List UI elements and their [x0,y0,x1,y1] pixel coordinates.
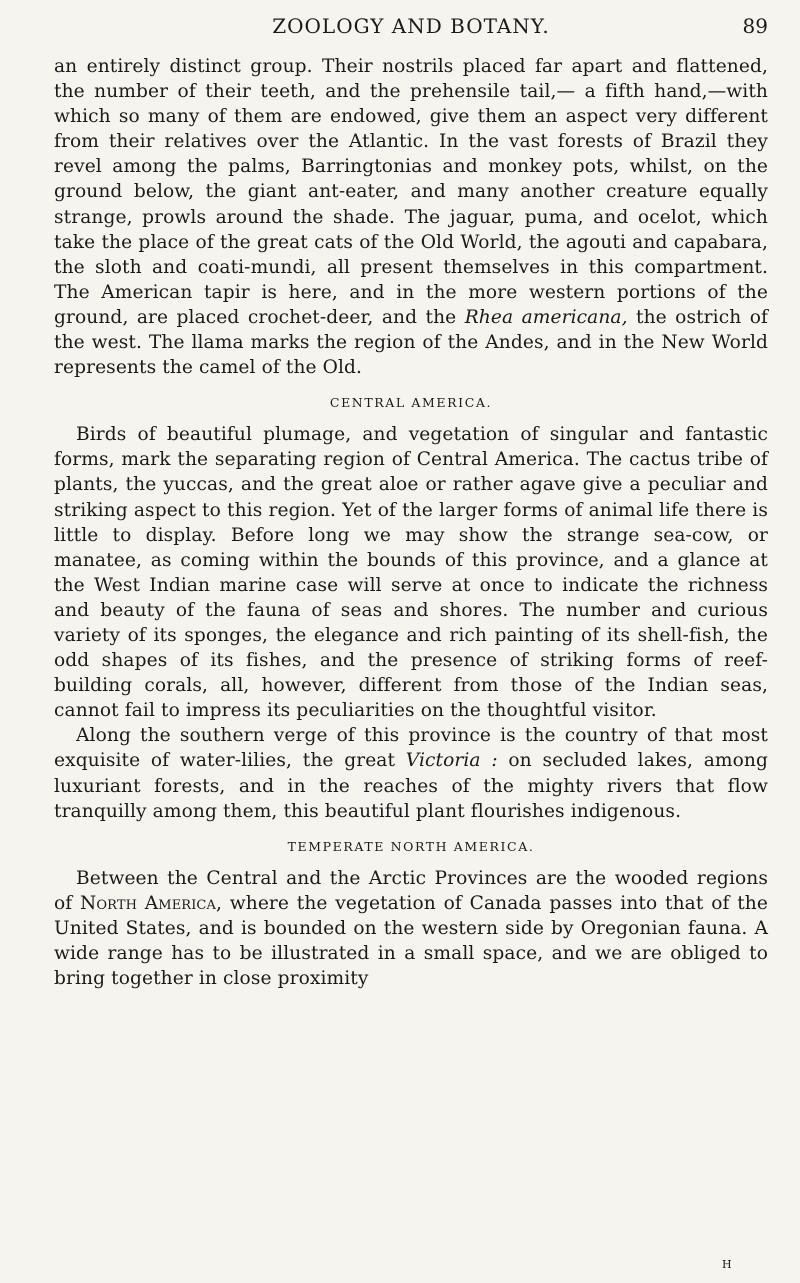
paragraph-south-america [54,54,768,380]
page-number: 89 [742,14,768,38]
small-caps-region-name: North America [80,892,216,914]
paragraph-text: Along the southern verge of this province is the country of that most exquisite of water-lilies, the great [54,725,768,772]
page-body [54,54,768,991]
paragraph-text: Between the Central and the Arctic Provinces are the wooded regions of [54,867,768,914]
paragraph-text: the ostrich of the west. The llama marks the region of the Andes, and in the New World represents the camel of the Old. [54,306,768,379]
paragraph-central-america: Birds of beautiful plumage, and vegetation of singular and fantastic forms, mark the separating region of Central America. The cactus tribe of plants, the yuccas, and the great aloe or rather agave give a peculiar and striking aspect to this region. Yet of the larger forms of animal life there is little to display. Before long we may show the strange sea-cow, or manatee, as coming within the bounds of this province, and a glance at the West Indian marine case will serve at once to indicate the richness and beauty of the fauna of seas and shores. The number and curious variety of its sponges, the elegance and rich painting of its shell-fish, the odd shapes of its fishes, and the presence of striking forms of reef-building corals, all, however, different from those of the Indian seas, cannot fail to impress its peculiarities on the thoughtful visitor. [54,424,768,722]
italic-species-name: Rhea americana, [464,306,628,328]
running-head [54,14,768,44]
section-heading-temperate-north-america: TEMPERATE NORTH AMERICA. [287,838,535,854]
signature-mark: H [722,1258,733,1271]
italic-plant-name: Victoria : [405,750,498,772]
paragraph-text: on secluded lakes, among luxuriant forests, and in the reaches of the mighty rivers that flow tranquilly among them, this beautiful plant flourishes indigenous. [54,750,768,822]
running-head-title: ZOOLOGY AND BOTANY. [272,14,550,38]
paragraph-victoria [54,723,768,823]
paragraph-temperate-north-america [54,866,768,991]
section-heading-central-america: CENTRAL AMERICA. [329,395,493,411]
paragraph-text: , where the vegetation of Canada passes into that of the United States, and is bounded on the western side by Oregonian fauna. A wide range has to be illustrated in a small space, and we are obliged to bring together in close proximity [54,892,768,990]
paragraph-text: an entirely distinct group. Their nostrils placed far apart and flattened, the number of their teeth, and the prehensile tail,— a fifth hand,—with which so many of them are endowed, give them an aspect very different from their relatives over the Atlantic. In the vast forests of Brazil they revel among the palms, Barringtonias and monkey pots, whilst, on the ground below, the giant ant-eater, and many another creature equally strange, prowls around the shade. The jaguar, puma, and ocelot, which take the place of the great cats of the Old World, the agouti and capabara, the sloth and coati-mundi, all present themselves in this compartment. The American tapir is here, and in the more western portions of the ground, are placed crochet-deer, and the [54,56,768,328]
